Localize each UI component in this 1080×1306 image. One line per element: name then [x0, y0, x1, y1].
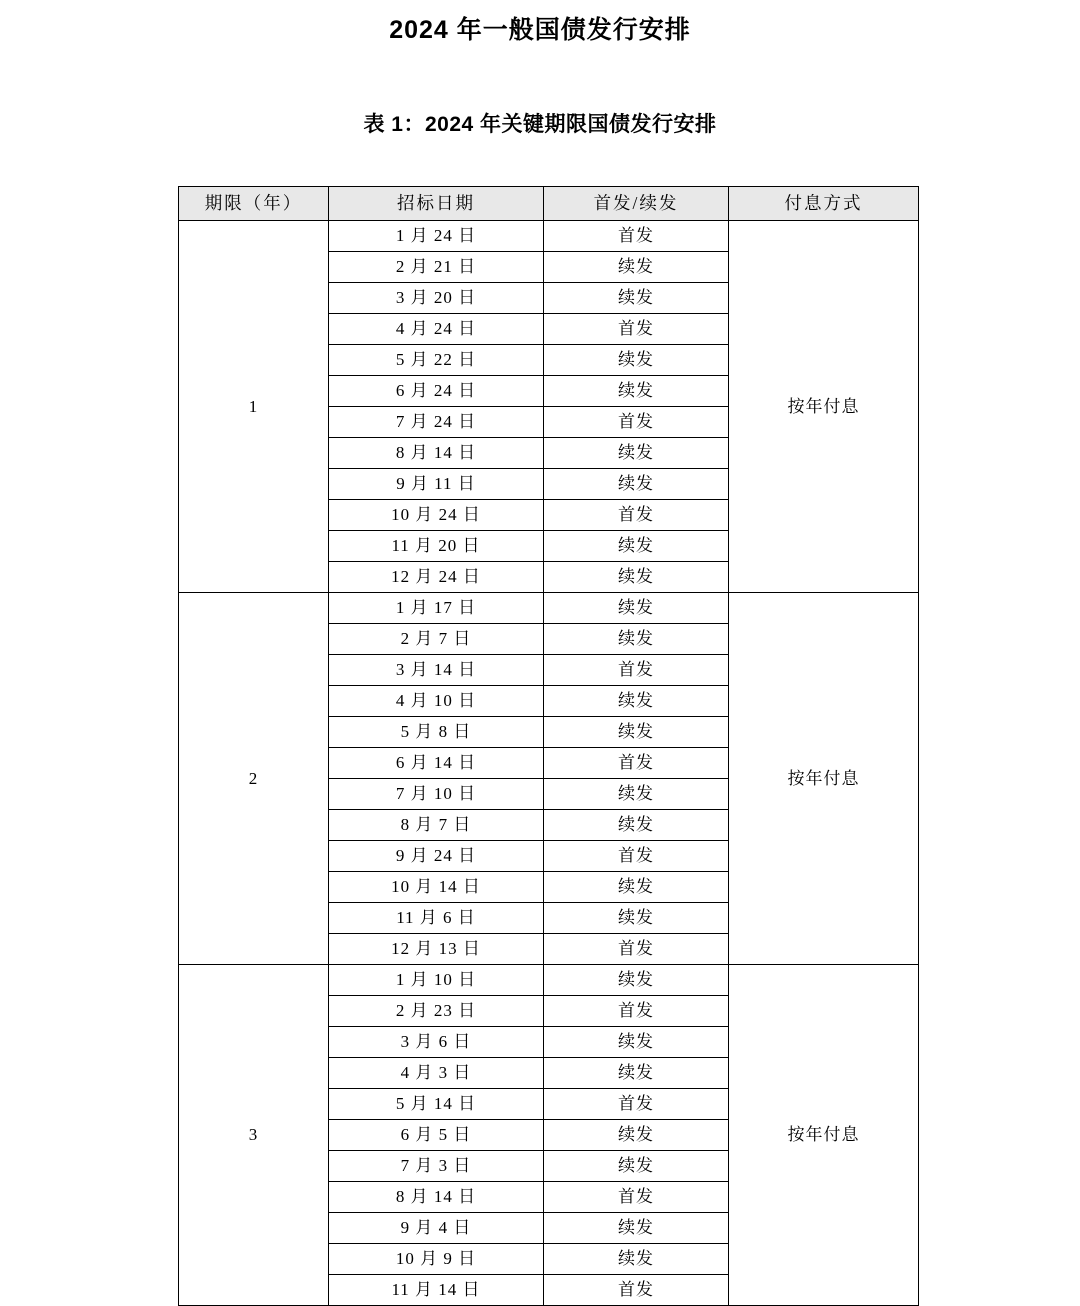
issue-type-cell: 首发 [544, 500, 729, 531]
date-cell: 10 月 24 日 [329, 500, 544, 531]
column-header-issue-type: 首发/续发 [544, 187, 729, 221]
date-cell: 11 月 14 日 [329, 1275, 544, 1306]
table-row [179, 593, 919, 624]
date-cell: 12 月 13 日 [329, 934, 544, 965]
issue-type-cell: 续发 [544, 593, 729, 624]
issue-type-cell: 首发 [544, 407, 729, 438]
date-cell: 9 月 4 日 [329, 1213, 544, 1244]
date-cell: 2 月 23 日 [329, 996, 544, 1027]
table-row [179, 965, 919, 996]
table-body [179, 221, 919, 1306]
term-cell: 1 [179, 221, 329, 593]
issue-type-cell: 续发 [544, 624, 729, 655]
column-header-auction-date: 招标日期 [329, 187, 544, 221]
date-cell: 4 月 10 日 [329, 686, 544, 717]
issue-type-cell: 续发 [544, 1151, 729, 1182]
issue-type-cell: 续发 [544, 1244, 729, 1275]
date-cell: 7 月 24 日 [329, 407, 544, 438]
issue-type-cell: 续发 [544, 1120, 729, 1151]
date-cell: 11 月 20 日 [329, 531, 544, 562]
term-cell: 2 [179, 593, 329, 965]
table-header [179, 187, 919, 221]
issue-type-cell: 续发 [544, 469, 729, 500]
date-cell: 5 月 14 日 [329, 1089, 544, 1120]
date-cell: 4 月 24 日 [329, 314, 544, 345]
issue-type-cell: 首发 [544, 1182, 729, 1213]
issue-type-cell: 首发 [544, 314, 729, 345]
issue-type-cell: 续发 [544, 283, 729, 314]
column-header-term: 期限（年） [179, 187, 329, 221]
date-cell: 1 月 24 日 [329, 221, 544, 252]
issue-type-cell: 续发 [544, 252, 729, 283]
date-cell: 7 月 3 日 [329, 1151, 544, 1182]
issue-type-cell: 续发 [544, 562, 729, 593]
issue-type-cell: 首发 [544, 748, 729, 779]
date-cell: 10 月 14 日 [329, 872, 544, 903]
date-cell: 11 月 6 日 [329, 903, 544, 934]
date-cell: 6 月 14 日 [329, 748, 544, 779]
issue-type-cell: 首发 [544, 1275, 729, 1306]
issue-type-cell: 续发 [544, 903, 729, 934]
table-caption: 表 1：2024 年关键期限国债发行安排 [363, 113, 717, 136]
issue-type-cell: 首发 [544, 934, 729, 965]
date-cell: 8 月 14 日 [329, 1182, 544, 1213]
date-cell: 3 月 6 日 [329, 1027, 544, 1058]
date-cell: 1 月 17 日 [329, 593, 544, 624]
bond-issuance-table [178, 186, 919, 1306]
issue-type-cell: 首发 [544, 221, 729, 252]
page-title: 2024 年一般国债发行安排 [389, 16, 691, 44]
issue-type-cell: 续发 [544, 438, 729, 469]
table-header-row [179, 187, 919, 221]
issue-type-cell: 续发 [544, 686, 729, 717]
issue-type-cell: 首发 [544, 996, 729, 1027]
date-cell: 5 月 8 日 [329, 717, 544, 748]
issue-type-cell: 续发 [544, 810, 729, 841]
issue-type-cell: 续发 [544, 872, 729, 903]
interest-method-cell: 按年付息 [729, 965, 919, 1306]
date-cell: 8 月 14 日 [329, 438, 544, 469]
date-cell: 9 月 11 日 [329, 469, 544, 500]
issue-type-cell: 续发 [544, 376, 729, 407]
issue-type-cell: 续发 [544, 779, 729, 810]
date-cell: 3 月 20 日 [329, 283, 544, 314]
date-cell: 5 月 22 日 [329, 345, 544, 376]
date-cell: 9 月 24 日 [329, 841, 544, 872]
issue-type-cell: 续发 [544, 345, 729, 376]
column-header-interest-method: 付息方式 [729, 187, 919, 221]
issue-type-cell: 首发 [544, 655, 729, 686]
date-cell: 4 月 3 日 [329, 1058, 544, 1089]
date-cell: 10 月 9 日 [329, 1244, 544, 1275]
table-container [178, 186, 902, 1306]
issue-type-cell: 续发 [544, 717, 729, 748]
issue-type-cell: 首发 [544, 1089, 729, 1120]
date-cell: 7 月 10 日 [329, 779, 544, 810]
date-cell: 12 月 24 日 [329, 562, 544, 593]
issue-type-cell: 续发 [544, 1058, 729, 1089]
interest-method-cell: 按年付息 [729, 221, 919, 593]
issue-type-cell: 续发 [544, 965, 729, 996]
issue-type-cell: 续发 [544, 531, 729, 562]
interest-method-cell: 按年付息 [729, 593, 919, 965]
date-cell: 2 月 21 日 [329, 252, 544, 283]
date-cell: 6 月 24 日 [329, 376, 544, 407]
issue-type-cell: 首发 [544, 841, 729, 872]
date-cell: 6 月 5 日 [329, 1120, 544, 1151]
date-cell: 3 月 14 日 [329, 655, 544, 686]
date-cell: 8 月 7 日 [329, 810, 544, 841]
term-cell: 3 [179, 965, 329, 1306]
issue-type-cell: 续发 [544, 1027, 729, 1058]
date-cell: 1 月 10 日 [329, 965, 544, 996]
date-cell: 2 月 7 日 [329, 624, 544, 655]
table-row [179, 221, 919, 252]
issue-type-cell: 续发 [544, 1213, 729, 1244]
